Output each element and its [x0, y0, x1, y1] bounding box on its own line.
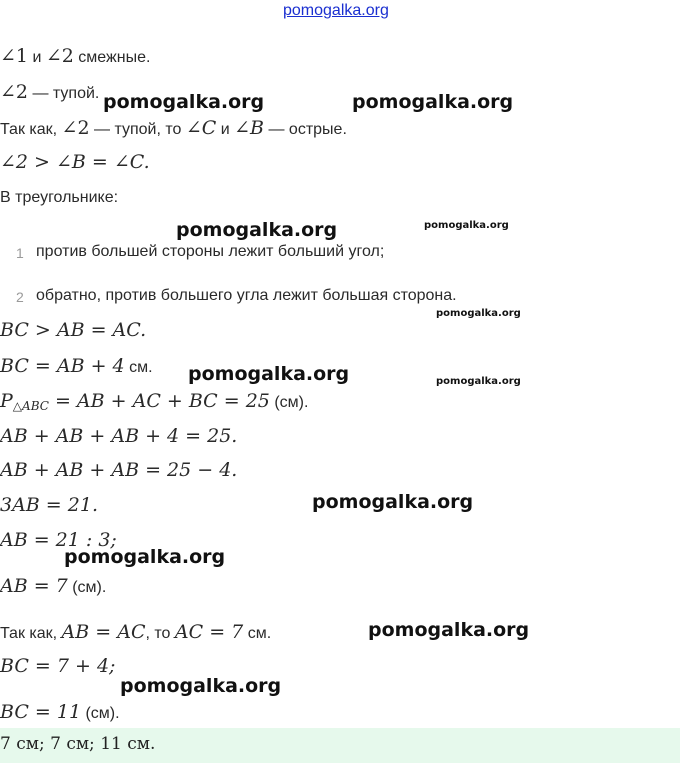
text: (см).: [269, 394, 309, 411]
text: смежные.: [73, 49, 151, 66]
math: AC = 7: [174, 621, 244, 643]
watermark: pomogalka.org: [188, 363, 350, 385]
math: BC > AB = AC.: [0, 319, 147, 341]
watermark: pomogalka.org: [103, 91, 265, 113]
list-number: 2: [16, 289, 24, 305]
math-line: [0, 700, 120, 726]
math-line: [0, 493, 98, 519]
math-angle-1: ∠1: [0, 45, 29, 67]
watermark: pomogalka.org: [176, 219, 338, 241]
math-line: [0, 458, 237, 484]
watermark: pomogalka.org: [64, 546, 226, 568]
watermark: pomogalka.org: [436, 376, 521, 387]
text: и: [216, 121, 235, 138]
watermark: pomogalka.org: [436, 308, 521, 319]
site-watermark-link[interactable]: pomogalka.org: [283, 2, 389, 19]
math-line: [0, 354, 153, 380]
math-line: [0, 318, 146, 344]
math: ∠C: [185, 117, 217, 139]
math: AB + AB + AB + 4 = 25.: [0, 425, 238, 447]
math-angle-2: ∠2: [0, 81, 29, 103]
text-line-obtuse: [0, 80, 99, 106]
text-line-adjacent-angles: [0, 44, 150, 70]
watermark: pomogalka.org: [120, 675, 282, 697]
answer-box: [0, 728, 680, 763]
math: P: [0, 390, 13, 412]
text-line-in-triangle: [0, 186, 118, 210]
text: — острые.: [264, 121, 347, 138]
watermark: pomogalka.org: [368, 619, 530, 641]
math: AB + AB + AB = 25 − 4.: [0, 459, 238, 481]
math: BC = 11: [0, 701, 82, 723]
watermark: pomogalka.org: [312, 491, 474, 513]
text: (см).: [67, 579, 107, 596]
text: (см).: [81, 705, 120, 722]
math-line-perimeter: [0, 389, 308, 418]
math: = AB + AC + BC = 25: [48, 390, 270, 412]
list-item: обратно, против большего угла лежит большая сторона.: [36, 287, 457, 304]
math-line: [0, 654, 115, 680]
text-line-conclusion: [0, 620, 271, 646]
text: см.: [124, 359, 153, 376]
math: AB = 7: [0, 575, 68, 597]
text: Так как,: [0, 625, 62, 642]
text: — тупой.: [28, 85, 100, 102]
math: AB = AC: [61, 621, 146, 643]
list-item: против большей стороны лежит больший угол;: [36, 243, 385, 260]
math: AB = 21 : 3;: [0, 529, 117, 551]
math-subscript: △ABC: [12, 399, 49, 413]
text: Так как,: [0, 121, 62, 138]
text: и: [28, 49, 46, 66]
math-line: [0, 574, 106, 600]
math-line: [0, 424, 237, 450]
watermark: pomogalka.org: [352, 91, 514, 113]
text: см.: [243, 625, 272, 642]
list-number: 1: [16, 245, 24, 261]
text: В треугольнике:: [0, 189, 119, 206]
math: 3AB = 21.: [0, 494, 98, 516]
watermark: pomogalka.org: [424, 220, 509, 231]
text-line-acute: [0, 116, 347, 142]
math: ∠B: [234, 117, 265, 139]
text: , то: [145, 625, 175, 642]
math: BC = AB + 4: [0, 355, 125, 377]
math: ∠2: [61, 117, 90, 139]
math: BC = 7 + 4;: [0, 655, 116, 677]
math: ∠2 > ∠B = ∠C.: [0, 151, 150, 173]
math-line-angle-compare: [0, 150, 150, 176]
answer-text: 7 см; 7 см; 11 см.: [0, 734, 156, 754]
text: — тупой, то: [89, 121, 186, 138]
math-angle-2: ∠2: [45, 45, 74, 67]
